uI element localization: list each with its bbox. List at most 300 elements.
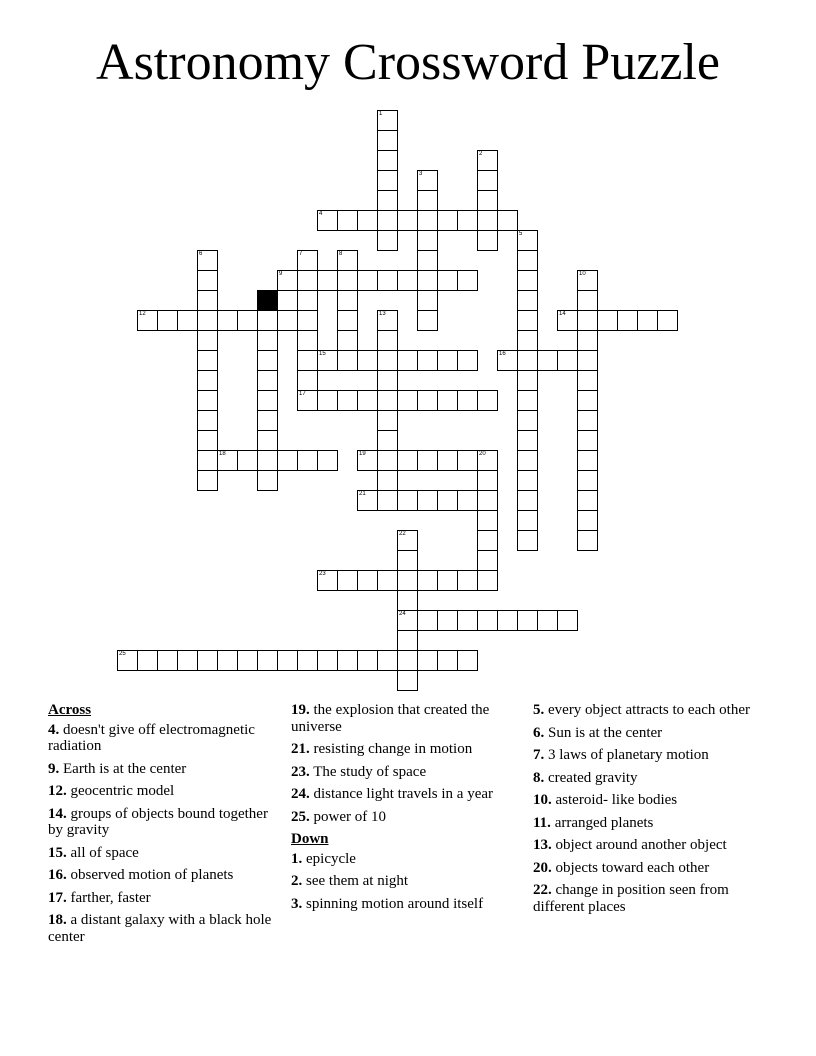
grid-cell[interactable] <box>557 610 578 631</box>
grid-cell[interactable] <box>377 270 398 291</box>
clue-text: resisting change in motion <box>309 741 473 757</box>
grid-cell[interactable] <box>237 650 258 671</box>
grid-cell[interactable] <box>577 530 598 551</box>
clue-num: 6. <box>533 724 545 741</box>
grid-cell[interactable] <box>517 310 538 331</box>
grid-cell[interactable] <box>477 150 498 171</box>
grid-cell[interactable] <box>437 570 458 591</box>
clue-text: farther, faster <box>66 889 151 906</box>
clue-num: 17. <box>48 889 67 906</box>
grid-cell[interactable] <box>537 350 558 371</box>
clue-text: arranged planets <box>550 814 654 831</box>
grid-cell[interactable] <box>377 350 398 371</box>
clue-num: 24. <box>291 786 310 802</box>
grid-cell[interactable] <box>477 530 498 551</box>
clue-text: asteroid- like bodies <box>551 792 678 808</box>
grid-cell[interactable] <box>417 270 438 291</box>
clue-num: 8. <box>533 769 545 786</box>
grid-cell[interactable] <box>317 450 338 471</box>
grid-cell[interactable] <box>317 270 338 291</box>
clue-num: 14. <box>48 805 67 822</box>
grid-cell[interactable] <box>377 650 398 671</box>
grid-cell[interactable] <box>457 490 478 511</box>
grid-cell[interactable] <box>337 650 358 671</box>
grid-cell[interactable] <box>517 450 538 471</box>
clue-text: groups of objects bound together by gravity <box>48 805 268 838</box>
grid-cell[interactable] <box>457 270 478 291</box>
grid-cell[interactable] <box>397 670 418 691</box>
grid-cell[interactable] <box>517 270 538 291</box>
grid-cell[interactable] <box>477 230 498 251</box>
grid-cell[interactable] <box>417 390 438 411</box>
grid-cell[interactable] <box>577 310 598 331</box>
grid-cell[interactable] <box>597 310 618 331</box>
grid-cell[interactable] <box>197 290 218 311</box>
grid-cell[interactable] <box>317 650 338 671</box>
clue-item <box>291 873 523 890</box>
grid-cell[interactable] <box>217 650 238 671</box>
grid-cell[interactable] <box>377 430 398 451</box>
grid-cell[interactable] <box>417 210 438 231</box>
grid-cell[interactable] <box>357 210 378 231</box>
grid-cell[interactable] <box>477 510 498 531</box>
grid-cell[interactable] <box>417 610 438 631</box>
grid-cell[interactable] <box>197 450 218 471</box>
clue-num: 15. <box>48 844 67 861</box>
grid-cell[interactable] <box>197 390 218 411</box>
clue-text: epicycle <box>302 850 356 867</box>
clue-num: 11. <box>533 814 551 831</box>
grid-cell[interactable] <box>577 350 598 371</box>
grid-cell[interactable] <box>377 130 398 151</box>
grid-cell[interactable] <box>457 570 478 591</box>
grid-cell[interactable] <box>197 350 218 371</box>
grid-cell[interactable] <box>257 310 278 331</box>
grid-cell[interactable] <box>297 330 318 351</box>
grid-cell[interactable] <box>457 610 478 631</box>
grid-cell[interactable] <box>397 630 418 651</box>
grid-cell[interactable] <box>397 610 418 631</box>
clue-text: change in position seen from different places <box>533 882 729 915</box>
grid-cell[interactable] <box>417 310 438 331</box>
clue-number: 21 <box>359 491 366 497</box>
clue-text: distance light travels in a year <box>309 786 494 802</box>
grid-cell[interactable] <box>477 610 498 631</box>
grid-cell[interactable] <box>517 370 538 391</box>
grid-cell[interactable] <box>517 250 538 271</box>
clue-item <box>533 860 765 877</box>
grid-cell[interactable] <box>337 570 358 591</box>
grid-cell[interactable] <box>197 330 218 351</box>
grid-cell[interactable] <box>417 230 438 251</box>
clue-num: 18. <box>48 912 67 928</box>
grid-cell[interactable] <box>337 310 358 331</box>
grid-cell[interactable] <box>297 650 318 671</box>
clue-number: 2 <box>479 151 483 157</box>
clue-num: 2. <box>291 873 303 889</box>
grid-cell[interactable] <box>377 390 398 411</box>
grid-cell[interactable] <box>377 190 398 211</box>
clue-text: all of space <box>66 844 139 861</box>
grid-cell[interactable] <box>337 390 358 411</box>
grid-cell[interactable] <box>417 250 438 271</box>
grid-cell[interactable] <box>337 250 358 271</box>
grid-cell[interactable] <box>477 570 498 591</box>
grid-cell[interactable] <box>657 310 678 331</box>
grid-cell[interactable] <box>397 270 418 291</box>
clue-item <box>48 761 280 778</box>
grid-cell[interactable] <box>297 450 318 471</box>
grid-cell-black <box>257 290 278 311</box>
grid-cell[interactable] <box>437 450 458 471</box>
grid-cell[interactable] <box>477 470 498 491</box>
grid-cell[interactable] <box>397 350 418 371</box>
grid-cell[interactable] <box>337 290 358 311</box>
grid-cell[interactable] <box>297 310 318 331</box>
grid-cell[interactable] <box>477 550 498 571</box>
clue-num: 21. <box>291 741 310 757</box>
grid-cell[interactable] <box>517 470 538 491</box>
clue-item <box>48 806 280 839</box>
grid-cell[interactable] <box>417 490 438 511</box>
grid-cell[interactable] <box>497 610 518 631</box>
grid-cell[interactable] <box>517 350 538 371</box>
clue-item <box>48 912 280 945</box>
clue-text: created gravity <box>544 769 638 786</box>
grid-cell[interactable] <box>477 210 498 231</box>
grid-cell[interactable] <box>517 530 538 551</box>
grid-cell[interactable] <box>397 570 418 591</box>
grid-cell[interactable] <box>337 330 358 351</box>
grid-cell[interactable] <box>517 230 538 251</box>
grid-cell[interactable] <box>197 430 218 451</box>
clue-num: 3. <box>291 895 303 912</box>
grid-cell[interactable] <box>577 390 598 411</box>
grid-cell[interactable] <box>297 250 318 271</box>
grid-cell[interactable] <box>517 430 538 451</box>
grid-cell[interactable] <box>317 210 338 231</box>
grid-cell[interactable] <box>477 390 498 411</box>
clue-text: doesn't give off electromagnetic radiation <box>48 721 255 754</box>
grid-cell[interactable] <box>557 350 578 371</box>
clue-item <box>533 747 765 764</box>
grid-cell[interactable] <box>397 490 418 511</box>
grid-cell[interactable] <box>577 510 598 531</box>
grid-cell[interactable] <box>217 310 238 331</box>
grid-cell[interactable] <box>457 450 478 471</box>
clue-text: The study of space <box>309 763 427 780</box>
grid-cell[interactable] <box>497 210 518 231</box>
grid-cell[interactable] <box>377 370 398 391</box>
clue-number: 23 <box>319 571 326 577</box>
grid-cell[interactable] <box>297 370 318 391</box>
grid-cell[interactable] <box>137 650 158 671</box>
grid-cell[interactable] <box>177 650 198 671</box>
clue-item <box>48 783 280 800</box>
grid-cell[interactable] <box>377 110 398 131</box>
grid-cell[interactable] <box>477 490 498 511</box>
grid-cell[interactable] <box>177 310 198 331</box>
clue-num: 13. <box>533 837 552 853</box>
clue-number: 13 <box>379 311 386 317</box>
grid-cell[interactable] <box>397 390 418 411</box>
clue-text: objects toward each other <box>551 859 710 876</box>
grid-cell[interactable] <box>417 570 438 591</box>
grid-cell[interactable] <box>257 430 278 451</box>
clue-num: 4. <box>48 721 60 738</box>
grid-cell[interactable] <box>517 330 538 351</box>
grid-cell[interactable] <box>197 370 218 391</box>
grid-cell[interactable] <box>577 370 598 391</box>
grid-cell[interactable] <box>197 410 218 431</box>
grid-cell[interactable] <box>317 570 338 591</box>
down-heading: Down <box>291 831 329 847</box>
grid-cell[interactable] <box>577 410 598 431</box>
grid-cell[interactable] <box>397 530 418 551</box>
grid-cell[interactable] <box>417 290 438 311</box>
clue-item <box>291 702 523 735</box>
clue-number: 14 <box>559 311 566 317</box>
grid-cell[interactable] <box>257 410 278 431</box>
clue-number: 12 <box>139 311 146 317</box>
grid-cell[interactable] <box>577 470 598 491</box>
grid-cell[interactable] <box>137 310 158 331</box>
grid-cell[interactable] <box>377 170 398 191</box>
grid-cell[interactable] <box>397 210 418 231</box>
clue-num: 12. <box>48 783 67 799</box>
grid-cell[interactable] <box>577 490 598 511</box>
grid-cell[interactable] <box>577 290 598 311</box>
grid-cell[interactable] <box>217 450 238 471</box>
grid-cell[interactable] <box>257 470 278 491</box>
clue-num: 22. <box>533 882 552 898</box>
grid-cell[interactable] <box>357 450 378 471</box>
clue-number: 8 <box>339 251 343 257</box>
grid-cell[interactable] <box>357 490 378 511</box>
clue-num: 25. <box>291 808 310 825</box>
grid-cell[interactable] <box>277 270 298 291</box>
grid-cell[interactable] <box>517 390 538 411</box>
grid-cell[interactable] <box>257 350 278 371</box>
grid-cell[interactable] <box>337 350 358 371</box>
grid-cell[interactable] <box>457 210 478 231</box>
clue-num: 23. <box>291 763 310 780</box>
grid-cell[interactable] <box>397 650 418 671</box>
grid-cell[interactable] <box>417 190 438 211</box>
grid-cell[interactable] <box>577 330 598 351</box>
grid-cell[interactable] <box>417 650 438 671</box>
clue-item <box>291 851 523 868</box>
clue-item <box>533 815 765 832</box>
clue-num: 20. <box>533 859 552 876</box>
clue-number: 15 <box>319 351 326 357</box>
grid-cell[interactable] <box>377 230 398 251</box>
clue-text: Sun is at the center <box>544 724 663 741</box>
clue-num: 10. <box>533 792 552 808</box>
grid-cell[interactable] <box>197 310 218 331</box>
clue-number: 24 <box>399 611 406 617</box>
grid-cell[interactable] <box>257 450 278 471</box>
clue-text: power of 10 <box>309 808 386 825</box>
clue-number: 20 <box>479 451 486 457</box>
grid-cell[interactable] <box>477 190 498 211</box>
grid-cell[interactable] <box>337 270 358 291</box>
grid-cell[interactable] <box>577 430 598 451</box>
grid-cell[interactable] <box>117 650 138 671</box>
clue-item <box>291 764 523 781</box>
grid-cell[interactable] <box>337 210 358 231</box>
clue-number: 25 <box>119 651 126 657</box>
clue-number: 16 <box>499 351 506 357</box>
grid-cell[interactable] <box>517 490 538 511</box>
grid-cell[interactable] <box>377 150 398 171</box>
grid-cell[interactable] <box>377 450 398 471</box>
clue-number: 6 <box>199 251 203 257</box>
clue-item <box>48 890 280 907</box>
clue-num: 7. <box>533 747 545 763</box>
grid-cell[interactable] <box>297 390 318 411</box>
grid-cell[interactable] <box>317 390 338 411</box>
grid-cell[interactable] <box>517 510 538 531</box>
grid-cell[interactable] <box>457 350 478 371</box>
grid-cell[interactable] <box>377 330 398 351</box>
grid-cell[interactable] <box>277 650 298 671</box>
grid-cell[interactable] <box>577 450 598 471</box>
grid-cell[interactable] <box>417 350 438 371</box>
grid-cell[interactable] <box>257 650 278 671</box>
clue-number: 17 <box>299 391 306 397</box>
grid-cell[interactable] <box>157 310 178 331</box>
clue-text: see them at night <box>302 873 409 889</box>
clue-text: spinning motion around itself <box>302 895 484 912</box>
grid-cell[interactable] <box>417 450 438 471</box>
grid-cell[interactable] <box>257 370 278 391</box>
grid-cell[interactable] <box>417 170 438 191</box>
grid-cell[interactable] <box>237 450 258 471</box>
page-title: Astronomy Crossword Puzzle <box>96 34 720 91</box>
grid-cell[interactable] <box>197 470 218 491</box>
clue-number: 18 <box>219 451 226 457</box>
clue-text: Earth is at the center <box>59 760 187 777</box>
clue-text: observed motion of planets <box>66 867 234 883</box>
clue-text: the explosion that created the universe <box>291 702 490 735</box>
grid-cell[interactable] <box>477 450 498 471</box>
clue-text: 3 laws of planetary motion <box>544 747 709 763</box>
clue-num: 9. <box>48 760 60 777</box>
clue-number: 11 <box>259 291 266 297</box>
clues-column-2 <box>291 702 523 918</box>
grid-cell[interactable] <box>357 350 378 371</box>
clue-number: 10 <box>579 271 586 277</box>
clue-num: 16. <box>48 867 67 883</box>
clue-item <box>48 867 280 884</box>
grid-cell[interactable] <box>637 310 658 331</box>
clue-number: 7 <box>299 251 303 257</box>
clue-number: 22 <box>399 531 406 537</box>
grid-cell[interactable] <box>297 290 318 311</box>
grid-cell[interactable] <box>297 350 318 371</box>
grid-cell[interactable] <box>397 450 418 471</box>
clue-item <box>533 792 765 809</box>
grid-cell[interactable] <box>197 250 218 271</box>
grid-cell[interactable] <box>537 610 558 631</box>
grid-cell[interactable] <box>197 650 218 671</box>
clue-number: 9 <box>279 271 283 277</box>
grid-cell[interactable] <box>197 270 218 291</box>
grid-cell[interactable] <box>377 310 398 331</box>
grid-cell[interactable] <box>357 270 378 291</box>
grid-cell[interactable] <box>497 350 518 371</box>
grid-cell[interactable] <box>477 170 498 191</box>
grid-cell[interactable] <box>437 390 458 411</box>
grid-cell[interactable] <box>357 650 378 671</box>
grid-cell[interactable] <box>377 490 398 511</box>
grid-cell[interactable] <box>437 270 458 291</box>
clue-number: 4 <box>319 211 323 217</box>
clue-item <box>291 896 523 913</box>
clue-num: 19. <box>291 702 310 718</box>
grid-cell[interactable] <box>577 270 598 291</box>
grid-cell[interactable] <box>517 610 538 631</box>
grid-cell[interactable] <box>237 310 258 331</box>
clue-item <box>533 702 765 719</box>
clue-number: 1 <box>379 111 383 117</box>
grid-cell[interactable] <box>277 310 298 331</box>
grid-cell[interactable] <box>297 270 318 291</box>
grid-cell[interactable] <box>457 650 478 671</box>
grid-cell[interactable] <box>617 310 638 331</box>
clue-number: 5 <box>519 231 523 237</box>
grid-cell[interactable] <box>377 570 398 591</box>
clues-column-3 <box>533 702 765 921</box>
grid-cell[interactable] <box>257 390 278 411</box>
clue-item <box>533 882 765 915</box>
grid-cell[interactable] <box>377 410 398 431</box>
grid-cell[interactable] <box>457 390 478 411</box>
clues-column-1 <box>48 702 280 951</box>
grid-cell[interactable] <box>257 330 278 351</box>
grid-cell[interactable] <box>157 650 178 671</box>
clue-num: 1. <box>291 850 303 867</box>
grid-cell[interactable] <box>377 210 398 231</box>
grid-cell[interactable] <box>437 350 458 371</box>
grid-cell[interactable] <box>437 210 458 231</box>
grid-cell[interactable] <box>437 650 458 671</box>
clue-item <box>533 725 765 742</box>
clue-item <box>291 786 523 803</box>
grid-cell[interactable] <box>377 470 398 491</box>
grid-cell[interactable] <box>517 410 538 431</box>
grid-cell[interactable] <box>357 570 378 591</box>
grid-cell[interactable] <box>397 550 418 571</box>
grid-cell[interactable] <box>357 390 378 411</box>
grid-cell[interactable] <box>437 490 458 511</box>
clue-item <box>533 770 765 787</box>
grid-cell[interactable] <box>437 610 458 631</box>
grid-cell[interactable] <box>557 310 578 331</box>
clue-text: object around another object <box>551 837 727 853</box>
grid-cell[interactable] <box>277 450 298 471</box>
grid-cell[interactable] <box>317 350 338 371</box>
clue-text: a distant galaxy with a black hole center <box>48 912 272 945</box>
clue-item <box>291 809 523 826</box>
clue-number: 19 <box>359 451 366 457</box>
grid-cell[interactable] <box>517 290 538 311</box>
clue-item <box>48 722 280 755</box>
grid-cell[interactable] <box>397 590 418 611</box>
clue-item <box>48 845 280 862</box>
clue-text: geocentric model <box>66 783 175 799</box>
